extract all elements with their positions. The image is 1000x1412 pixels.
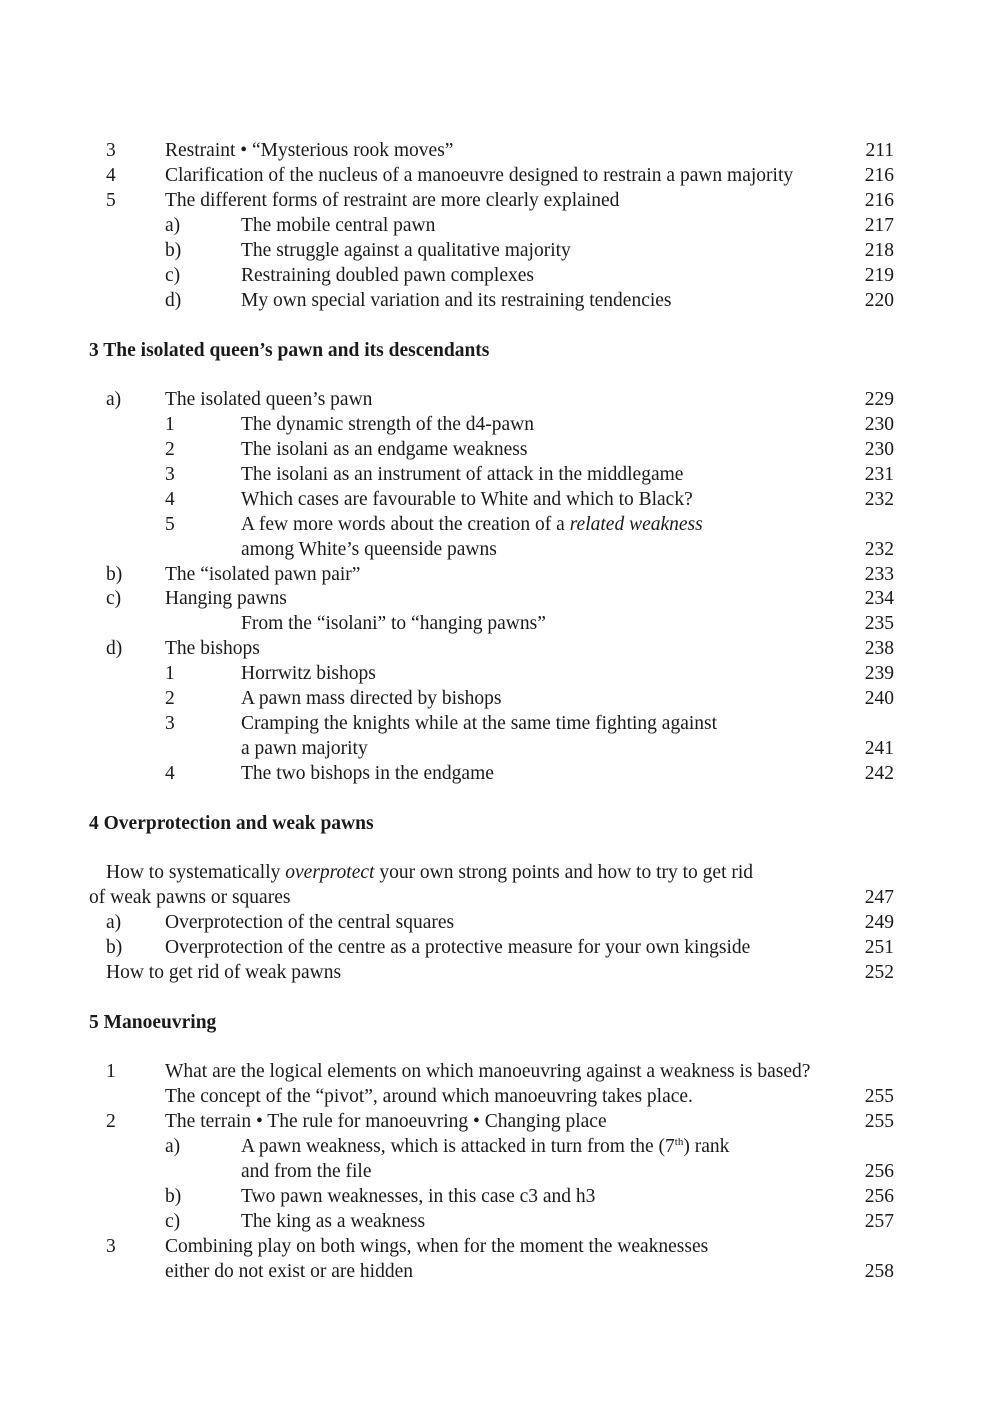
page-number: 233 (864, 564, 894, 585)
toc-entry (0, 238, 1000, 263)
page-number: 231 (864, 464, 894, 485)
entry-title: Which cases are favourable to White and which to Black? (241, 489, 693, 510)
entry-title: The “isolated pawn pair” (165, 564, 361, 585)
page-number: 230 (864, 439, 894, 460)
page-number: 240 (864, 688, 894, 709)
toc-entry (0, 138, 1000, 163)
toc-entry (0, 487, 1000, 512)
entry-title: A few more words about the creation of a related weakness (241, 514, 703, 535)
page-number: 258 (864, 1261, 894, 1282)
entry-title: A pawn weakness, which is attacked in turn from the (7th) rank (241, 1136, 730, 1157)
entry-title: Hanging pawns (165, 588, 287, 609)
toc-entry (0, 935, 1000, 960)
entry-title: Combining play on both wings, when for the moment the weaknesses (165, 1236, 709, 1257)
entry-number: c) (165, 1211, 181, 1232)
entry-number: b) (165, 240, 182, 261)
section-heading-text: 3 The isolated queen’s pawn and its descendants (89, 340, 490, 361)
entry-number: b) (106, 937, 123, 958)
toc-entry (0, 661, 1000, 686)
entry-title: The concept of the “pivot”, around which manoeuvring takes place. (165, 1086, 693, 1107)
page-number: 239 (864, 663, 894, 684)
toc-entry (0, 1259, 1000, 1284)
page-number: 234 (864, 588, 894, 609)
page-number: 251 (864, 937, 894, 958)
entry-title: among White’s queenside pawns (241, 539, 497, 560)
entry-number: a) (106, 389, 122, 410)
section-heading-text: 4 Overprotection and weak pawns (89, 813, 374, 834)
page-number: 229 (864, 389, 894, 410)
toc-entry (0, 1184, 1000, 1209)
toc-entry (0, 1134, 1000, 1159)
entry-number: 2 (165, 439, 175, 460)
toc-entry (0, 537, 1000, 562)
page-number: 217 (864, 215, 894, 236)
entry-title: either do not exist or are hidden (165, 1261, 414, 1282)
toc-entry (0, 562, 1000, 587)
entry-number: 4 (165, 489, 175, 510)
page-number: 255 (864, 1111, 894, 1132)
entry-title: The different forms of restraint are more clearly explained (165, 190, 620, 211)
section-heading (0, 811, 1000, 836)
entry-number: 2 (165, 688, 175, 709)
entry-number: 1 (106, 1061, 116, 1082)
toc-entry (0, 1234, 1000, 1259)
toc-entry (0, 885, 1000, 910)
entry-number: a) (106, 912, 122, 933)
page-number: 218 (864, 240, 894, 261)
page-number: 220 (864, 290, 894, 311)
entry-title: Cramping the knights while at the same time fighting against (241, 713, 718, 734)
entry-title: How to get rid of weak pawns (106, 962, 342, 983)
entry-title: The isolated queen’s pawn (165, 389, 373, 410)
entry-number: 1 (165, 663, 175, 684)
page-number: 256 (864, 1161, 894, 1182)
toc-entry (0, 512, 1000, 537)
toc-entry (0, 1209, 1000, 1234)
toc-entry (0, 910, 1000, 935)
page-number: 232 (864, 489, 894, 510)
page-number: 241 (864, 738, 894, 759)
entry-title: The struggle against a qualitative majority (241, 240, 571, 261)
entry-number: b) (165, 1186, 182, 1207)
toc-entry (0, 636, 1000, 661)
entry-title: Two pawn weaknesses, in this case c3 and h3 (241, 1186, 596, 1207)
entry-title: The two bishops in the endgame (241, 763, 494, 784)
entry-number: 1 (165, 414, 175, 435)
section-heading (0, 338, 1000, 363)
toc-entry (0, 1159, 1000, 1184)
entry-title: What are the logical elements on which manoeuvring against a weakness is based? (165, 1061, 811, 1082)
entry-number: a) (165, 1136, 181, 1157)
entry-title: Restraint • “Mysterious rook moves” (165, 140, 454, 161)
toc-entry (0, 387, 1000, 412)
entry-title: The mobile central pawn (241, 215, 436, 236)
toc-entry (0, 860, 1000, 885)
toc-entry (0, 188, 1000, 213)
entry-title: a pawn majority (241, 738, 368, 759)
entry-number: 4 (165, 763, 175, 784)
entry-number: 4 (106, 165, 116, 186)
section-heading (0, 1010, 1000, 1035)
entry-title: From the “isolani” to “hanging pawns” (241, 613, 546, 634)
entry-title: How to systematically overprotect your own strong points and how to try to get rid (106, 862, 754, 883)
entry-number: b) (106, 564, 123, 585)
toc-entry (0, 163, 1000, 188)
entry-number: c) (165, 265, 181, 286)
entry-title-superscript: th (674, 1136, 684, 1148)
entry-number: a) (165, 215, 181, 236)
entry-number: 3 (106, 1236, 116, 1257)
entry-title: of weak pawns or squares (89, 887, 291, 908)
page-number: 242 (864, 763, 894, 784)
entry-number: 2 (106, 1111, 116, 1132)
page-number: 249 (864, 912, 894, 933)
toc-entry (0, 611, 1000, 636)
page-number: 252 (864, 962, 894, 983)
page-number: 238 (864, 638, 894, 659)
toc-entry (0, 1109, 1000, 1134)
toc-entry (0, 1084, 1000, 1109)
entry-title: Clarification of the nucleus of a manoeuvre designed to restrain a pawn majority (165, 165, 794, 186)
entry-title: Overprotection of the central squares (165, 912, 455, 933)
toc-entry (0, 736, 1000, 761)
page-number: 235 (864, 613, 894, 634)
page-number: 211 (865, 140, 894, 161)
entry-title: A pawn mass directed by bishops (241, 688, 502, 709)
page-number: 232 (864, 539, 894, 560)
entry-title: The bishops (165, 638, 260, 659)
toc-entry (0, 1059, 1000, 1084)
page-number: 255 (864, 1086, 894, 1107)
page-number: 216 (864, 165, 894, 186)
entry-title: The king as a weakness (241, 1211, 426, 1232)
entry-number: 5 (106, 190, 116, 211)
entry-title: The isolani as an instrument of attack in the middlegame (241, 464, 684, 485)
entry-number: 5 (165, 514, 175, 535)
entry-number: d) (106, 638, 123, 659)
toc-entry (0, 711, 1000, 736)
entry-title-emphasis: related weakness (569, 514, 703, 535)
page-number: 257 (864, 1211, 894, 1232)
toc-entry (0, 960, 1000, 985)
entry-number: 3 (106, 140, 116, 161)
toc-entry (0, 263, 1000, 288)
page-number: 256 (864, 1186, 894, 1207)
toc-entry (0, 213, 1000, 238)
entry-title: My own special variation and its restraining tendencies (241, 290, 672, 311)
entry-title: and from the file (241, 1161, 372, 1182)
entry-title: Restraining doubled pawn complexes (241, 265, 534, 286)
entry-title: Overprotection of the centre as a protective measure for your own kingside (165, 937, 751, 958)
toc-entry (0, 437, 1000, 462)
page-number: 216 (864, 190, 894, 211)
entry-title: The terrain • The rule for manoeuvring • Changing place (165, 1111, 607, 1132)
entry-title: The dynamic strength of the d4-pawn (241, 414, 534, 435)
entry-title: The isolani as an endgame weakness (241, 439, 528, 460)
entry-number: 3 (165, 464, 175, 485)
page-number: 219 (864, 265, 894, 286)
entry-number: d) (165, 290, 182, 311)
entry-title-emphasis: overprotect (285, 862, 375, 883)
entry-number: 3 (165, 713, 175, 734)
toc-entry (0, 288, 1000, 313)
entry-title: Horrwitz bishops (241, 663, 376, 684)
entry-number: c) (106, 588, 122, 609)
toc-entry (0, 761, 1000, 786)
section-heading-text: 5 Manoeuvring (89, 1012, 217, 1033)
page-number: 247 (864, 887, 894, 908)
toc-entry (0, 586, 1000, 611)
toc-entry (0, 686, 1000, 711)
toc-entry (0, 462, 1000, 487)
toc-entry (0, 412, 1000, 437)
page-number: 230 (864, 414, 894, 435)
